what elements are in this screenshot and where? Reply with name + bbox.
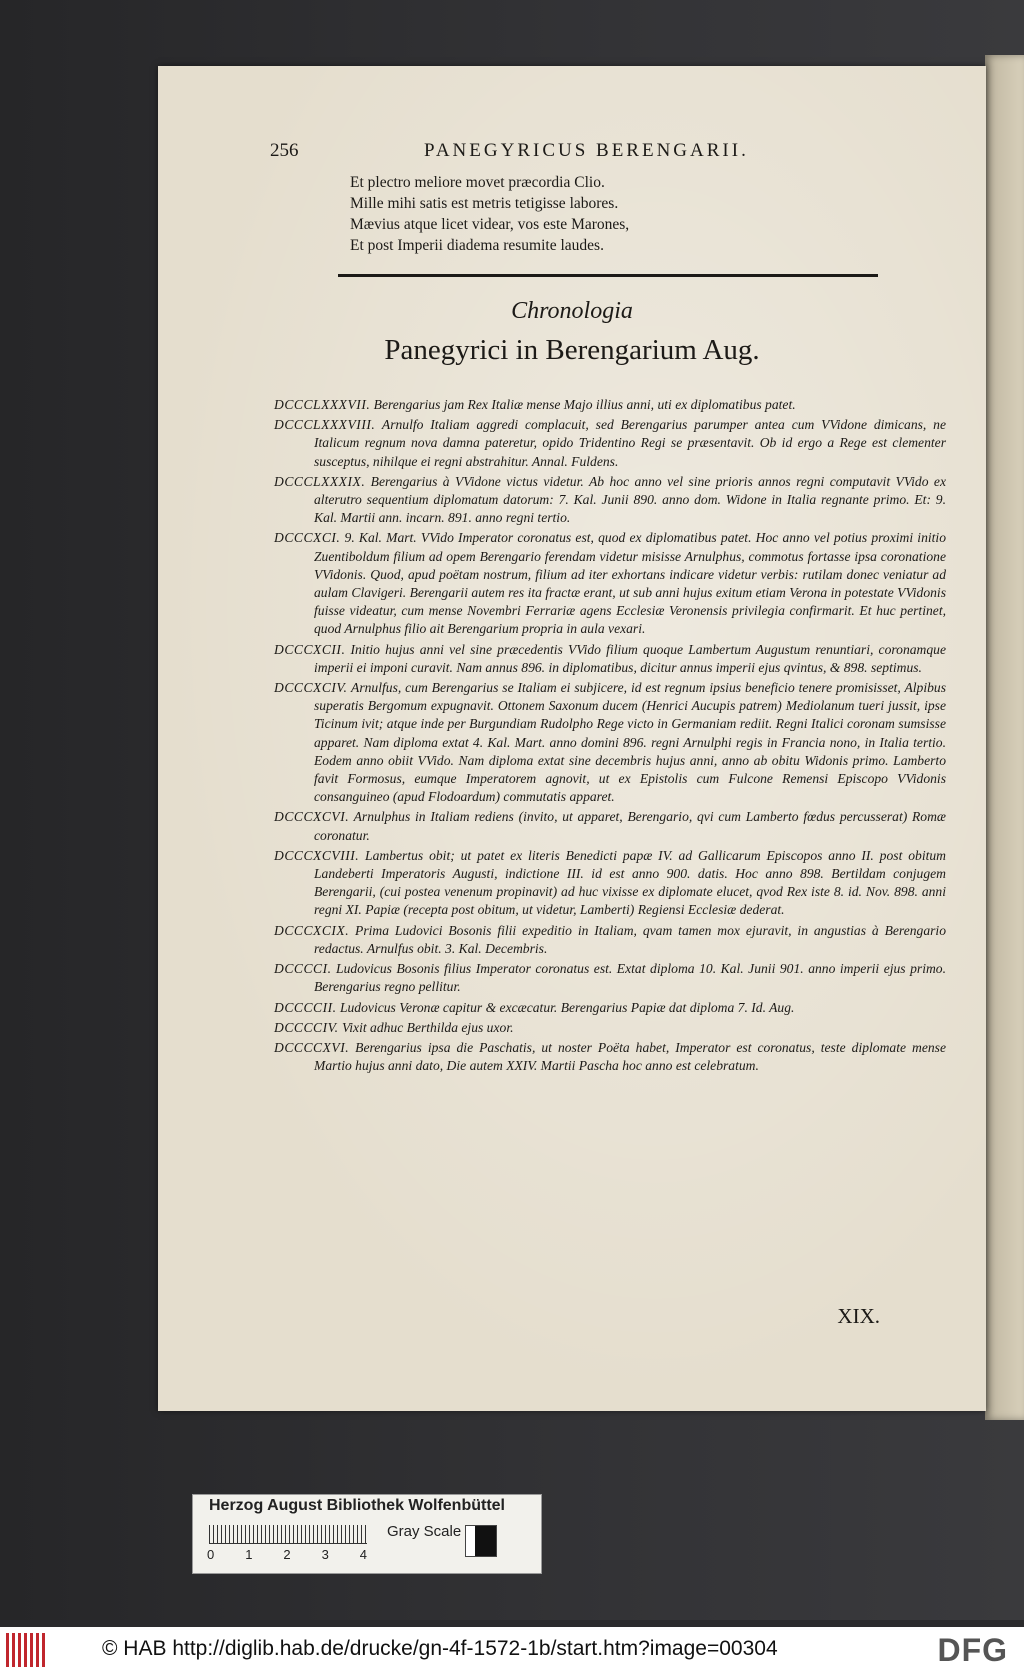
entry-text: 9. Kal. Mart. VVido Imperator coronatus est, quod ex diplomatibus patet. Hoc anno vel potius proximi initio Zuentiboldum filium ad opem Berengario ferendam videtur misisse Arnulphus, commotus fortasse ipsa coronatione VVidonis. Quod, apud poëtam nostrum, filium ad iter exhortans indicare videtur verbis: rutilam donec veniatur ad aulam Clavigeri. Berengarii autem res ita fractæ erant, ut sub anni hujus exitum etiam Verona in potestate VVidonis fuisse videatur, cum mense Novembri Ferrariæ agens Ecclesiæ Veronensis privilegia confirmarit. Et huc pertinet, quod Arnulphus filio ait Berengarium propria in aula vexari. xyxy=(314,530,946,637)
facing-page-edge xyxy=(985,55,1024,1420)
entry-year: DCCCCIV. xyxy=(274,1019,339,1035)
scale-number: 3 xyxy=(321,1547,329,1562)
chronology-entry xyxy=(274,847,946,920)
chronology-entry xyxy=(274,473,946,528)
chronology-entry xyxy=(274,679,946,806)
entry-text: Initio hujus anni vel sine præcedentis VVido filium quoque Lambertum Augustum renuntiari, coronamque imperii ei imponi curavit. Nam annus 896. in diplomatibus, dicitur annus imperii ejus qvintus, & 898. septimus. xyxy=(314,641,946,675)
gray-scale-label: Gray Scale xyxy=(387,1523,462,1540)
entry-year: DCCCCII. xyxy=(274,999,337,1015)
verse-line: Et post Imperii diadema resumite laudes. xyxy=(350,237,604,254)
chronology-entry xyxy=(274,808,946,844)
color-calibration-bar xyxy=(192,1494,542,1574)
entry-text: Arnulfus, cum Berengarius se Italiam ei subjicere, id est regnum ipsius beneficio tenere promisisset, Alpibus superatis Bergomum expugnavit. Ottonem Saxonum ducem (Henrici Aucupis patrem) Mediolanum tueri jussit, ipse Ticinum ivit; atque inde per Burgundiam Rudolpho Rege victo in Germaniam rediit. Regni Italici coronam sumsisse apparet. Nam diploma extat 4. Kal. Mart. anno domini 896. regni Arnulphi regis in Francia nono, in Italia tertio. Eodem anno obiit VVido. Nam diploma extat sine decembris hujus anni, anno ab obitu Widonis primo. Lamberto favit Formosus, eumque Imperatorem agnovit, ut ex Epistolis cum Fulcone Remensi Episcopo VVidonis consanguineo (apud Flodoardum) commutatis apparet. xyxy=(314,680,947,805)
entry-text: Prima Ludovici Bosonis filii expeditio in Italiam, qvam tamen mox ejuravit, in angustias à Berengario redactus. Arnulfus obit. 3. Kal. Decembris. xyxy=(314,922,946,956)
entry-year: DCCCCXVI. xyxy=(274,1039,350,1055)
entry-year: DCCCLXXXVIII. xyxy=(274,417,376,433)
entry-year: DCCCLXXXIX. xyxy=(274,473,366,489)
verse-line: Et plectro meliore movet præcordia Clio. xyxy=(350,174,605,191)
scale-numbers xyxy=(207,1547,367,1562)
page-number: 256 xyxy=(270,140,299,161)
chronology-entries xyxy=(274,396,946,1075)
library-name: Herzog August Bibliothek Wolfenbüttel xyxy=(209,1497,505,1514)
section-rule xyxy=(338,274,878,277)
entry-year: DCCCXCVIII. xyxy=(274,847,360,863)
viewer-footer xyxy=(0,1627,1024,1673)
chronology-entry xyxy=(274,999,946,1017)
entry-year: DCCCXCVI. xyxy=(274,809,350,825)
running-head: PANEGYRICUS BERENGARII. xyxy=(424,140,749,161)
chronology-entry xyxy=(274,1039,946,1075)
chronology-entry xyxy=(274,1019,946,1037)
entry-year: DCCCLXXXVII. xyxy=(274,397,371,412)
entry-text: Lambertus obit; ut patet ex literis Benedicti papæ IV. ad Gallicarum Episcopos anno II. post obitum Landeberti Imperatoris Augusti, indictione III. id est anno 900. datis. Hoc anno 898. Bertildam conjugem Berengarii, (cui postea venenum propinavit) ad huc vixisse ex diplomate elucet, qvod Rex iste 8. id. Nov. 898. anni regni XI. Papiæ (recepta post obitum, ut videtur, Lamberti) Regiensi Ecclesiæ dederat. xyxy=(314,847,946,918)
entry-year: DCCCXCI. xyxy=(274,530,341,546)
book-page xyxy=(158,66,986,1411)
gray-scale-swatch xyxy=(465,1525,497,1557)
entry-text: Berengarius jam Rex Italiæ mense Majo illius anni, uti ex diplomatibus patet. xyxy=(373,397,796,412)
entry-year: DCCCXCIV. xyxy=(274,680,348,696)
scale-number: 0 xyxy=(207,1547,215,1562)
chronology-entry xyxy=(274,960,946,996)
chronologia-heading: Chronologia xyxy=(511,298,633,324)
entry-text: Ludovicus Veronæ capitur & excæcatur. Berengarius Papiæ dat diploma 7. Id. Aug. xyxy=(339,999,795,1015)
scale-number: 1 xyxy=(245,1547,253,1562)
chronology-entry xyxy=(274,529,946,638)
scale-number: 2 xyxy=(283,1547,291,1562)
entry-text: Vixit adhuc Berthilda ejus uxor. xyxy=(341,1019,514,1035)
dfg-logo: DFG xyxy=(937,1632,1008,1668)
entry-text: Arnulfo Italiam aggredi complacuit, sed Berengarius parumper antea cum VVidone dimicans, ne Italicum regnum nova damna pateretur, opido Tridentino Regi se præsentavit. Ob id ergo a Rege est clementer susceptus, nihilque ei regni abstrahitur. Annal. Fuldens. xyxy=(314,417,946,469)
footer-source-link[interactable]: © HAB http://diglib.hab.de/drucke/gn-4f-1572-1b/start.htm?image=00304 xyxy=(102,1637,778,1660)
chronology-entry xyxy=(274,396,946,414)
scale-number: 4 xyxy=(359,1547,367,1562)
entry-text: Berengarius à VVidone victus videtur. Ab hoc anno vel sine prioris annos regni computavit VVido ex alterutro sequentium diplomatum datorum: 7. Kal. Junii 890. anno dom. Widone in Italia regnante primo. Et: 9. Kal. Martii ann. incarn. 891. anno regni tertio. xyxy=(314,473,946,526)
scale-ruler xyxy=(209,1525,367,1544)
entry-text: Ludovicus Bosonis filius Imperator coronatus est. Extat diploma 10. Kal. Junii 901. anno imperii ejus primo. Berengarius regno pellitur. xyxy=(314,961,946,995)
signature-mark: XIX. xyxy=(837,1304,880,1328)
entry-year: DCCCXCIX. xyxy=(274,922,350,938)
verse-block xyxy=(350,172,629,256)
entry-text: Arnulphus in Italiam rediens (invito, ut apparet, Berengario, qvi cum Lamberto fœdus percusserat) Romæ coronatur. xyxy=(314,809,946,843)
entry-year: DCCCCI. xyxy=(274,961,332,977)
chronology-entry xyxy=(274,641,946,677)
chronology-entry xyxy=(274,416,946,471)
verse-line: Mille mihi satis est metris tetigisse labores. xyxy=(350,195,619,212)
verse-line: Mævius atque licet videar, vos este Marones, xyxy=(350,216,630,233)
entry-year: DCCCXCII. xyxy=(274,641,346,657)
section-title: Panegyrici in Berengarium Aug. xyxy=(384,334,760,366)
entry-text: Berengarius ipsa die Paschatis, ut noster Poëta habet, Imperator est coronatus, teste diplomate mense Martio hujus anni dato, Die autem XXIV. Martii Pascha hoc anno est celebratum. xyxy=(314,1039,946,1074)
hab-logo-icon xyxy=(6,1633,46,1667)
chronology-entry xyxy=(274,922,946,958)
